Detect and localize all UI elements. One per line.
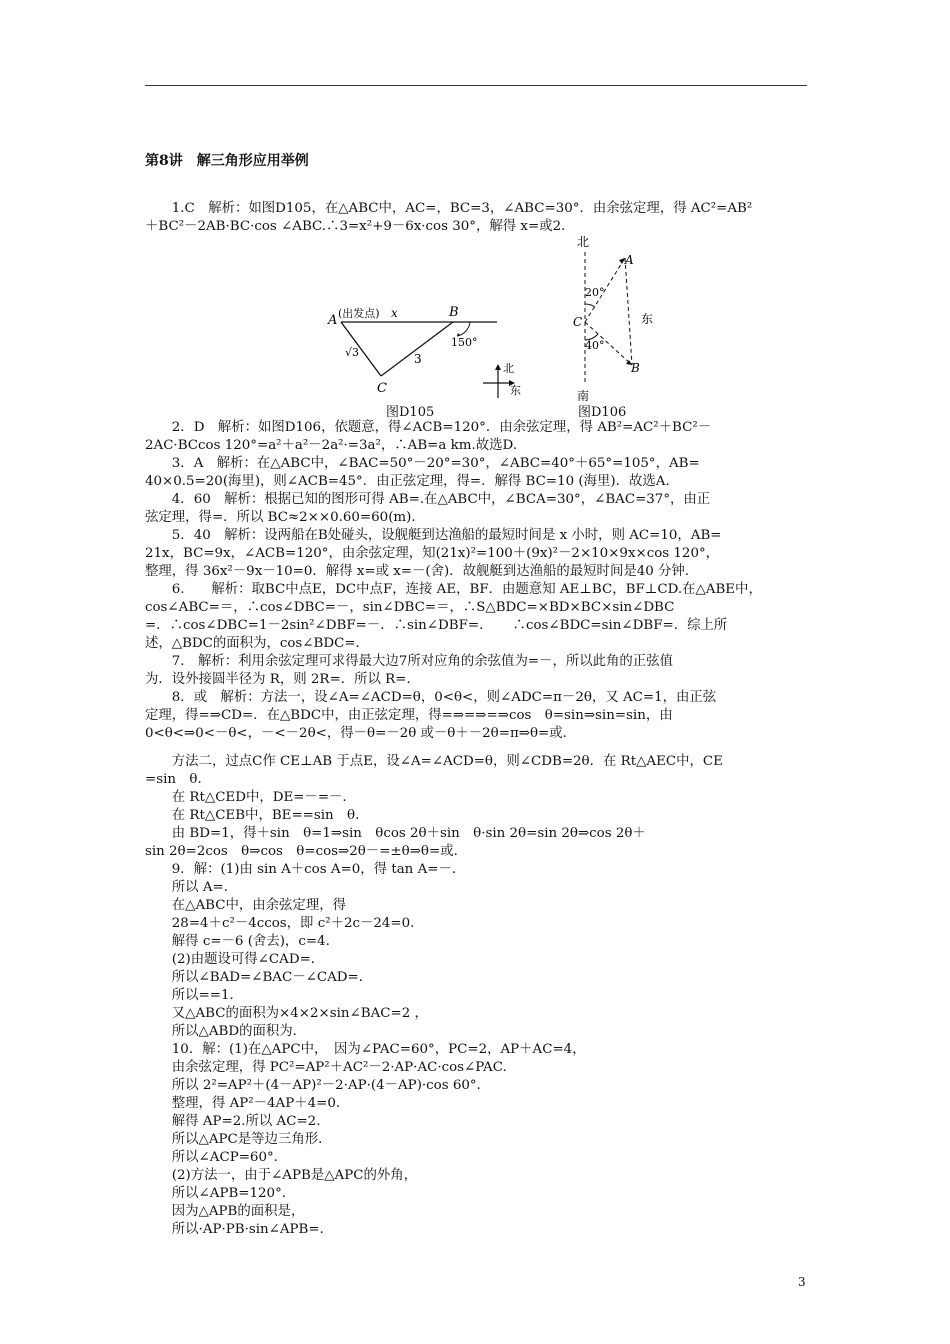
text-line: (2)由题设可得∠CAD=． [145,952,325,967]
fig105-label-c: C [377,381,387,396]
text-line: =．∴cos∠DBC=1－2sin²∠DBF=－．∴sin∠DBF=． ∴cos∠BDC=sin∠DBF=．综上所 [145,618,728,633]
header-rule [145,85,807,86]
fig105-label-x: x [391,306,398,320]
text-line: =sin θ． [145,772,211,787]
text-line: 由 BD=1，得＋sin θ=1⇒sin θcos 2θ＋sin θ·sin 2θ=sin 2θ⇒cos 2θ＋ [145,826,646,841]
text-line: 所以∠ACP=60°． [145,1150,288,1165]
text-line: 解得 c=－6 (舍去)，c=4. [145,934,330,949]
text-line: 21x，BC=9x，∠ACB=120°，由余弦定理，知(21x)²=100＋(9x)²－2×10×9x×cos 120°， [145,546,720,561]
text-line: 10．解：(1)在△APC中， 因为∠PAC=60°，PC=2，AP＋AC=4， [145,1042,586,1057]
fig106-south: 南 [577,389,590,403]
text-line: 所以∠APB=120°． [145,1186,296,1201]
caption-d105: 图D105 [386,405,435,420]
fig105-label-a: A [328,313,338,328]
text-line: 所以∠BAD=∠BAC－∠CAD=． [145,970,373,985]
text-line: (2)方法一，由于∠APB是△APC的外角， [145,1168,418,1183]
text-line: sin 2θ=2cos θ⇒cos θ=cos⇒2θ－=±θ⇒θ=或． [145,844,467,859]
fig106-label-b: B [631,361,640,375]
text-line: 8．或 解析：方法一，设∠A=∠ACD=θ，0<θ<，则∠ADC=π－2θ，又 AC=1，由正弦 [145,690,717,705]
text-line: 所以 A=． [145,880,238,895]
fig105-north: 北 [503,362,514,375]
fig105-label-3: 3 [414,352,422,366]
text-line: 又△ABC的面积为×4×2×sin∠BAC=2 ， [145,1006,428,1021]
text-line: 整理，得 36x²－9x－10=0．解得 x=或 x=－(舍)．故舰艇到达渔船的最短时间是40 分钟． [145,564,699,579]
fig106-north: 北 [577,235,590,249]
fig105-east: 东 [510,384,521,397]
figure-d105 [325,298,535,403]
page-number: 3 [798,1275,806,1289]
text-line: 3．A 解析：在△ABC中，∠BAC=50°－20°=30°，∠ABC=40°＋65°=105°，AB= [145,456,700,471]
fig106-angle-20: 20° [585,286,605,299]
text-line: 40×0.5=20(海里)，则∠ACB=45°．由正弦定理，得=．解得 BC=10 (海里)．故选A. [145,474,670,489]
text-line: 所以 2²=AP²＋(4－AP)²－2·AP·(4－AP)·cos 60°． [145,1078,490,1093]
solution-block-2 [145,419,811,743]
caption-d106: 图D106 [578,405,627,420]
text-line: 方法二，过点C作 CE⊥AB 于点E，设∠A=∠ACD=θ，则∠CDB=2θ．在 Rt△AEC中，CE [145,754,723,769]
text-line: 定理，得=⇒CD=．在△BDC中，由正弦定理，得=⇒=⇒=⇒cos θ=sin⇒sin=sin，由 [145,708,673,723]
fig105-angle-150: 150° [451,336,478,349]
text-line: 为．设外接圆半径为 R，则 2R=．所以 R=． [145,672,420,687]
text-line: 所以△ABD的面积为． [145,1024,307,1039]
text-line: 7. 解析：利用余弦定理可求得最大边7所对应角的余弦值为=－，所以此角的正弦值 [145,654,673,669]
text-line: 在 Rt△CED中，DE=－=－． [145,790,356,805]
text-line: 9．解：(1)由 sin A＋cos A=0，得 tan A=－． [145,862,466,877]
text-line: 4．60 解析：根据已知的图形可得 AB=.在△ABC中，∠BCA=30°，∠BAC=37°，由正 [145,492,711,507]
text-line: cos∠ABC=＝，∴cos∠DBC=－，sin∠DBC=＝，∴S△BDC=×BD×BC×sin∠DBC [145,600,675,615]
text-line: 解得 AP=2.所以 AC=2. [145,1114,321,1129]
fig105-start-label: (出发点) [338,307,380,320]
text-line: 6. 解析：取BC中点E，DC中点F，连接 AE，BF．由题意知 AE⊥BC，BF⊥CD.在△ABE中， [145,582,762,597]
text-line: 因为△APB的面积是， [145,1204,305,1219]
text-line: ＋BC²－2AB·BC·cos ∠ABC.∴3=x²+9－6x·cos 30°，解得 x=或2． [145,219,575,234]
text-line: 所以△APC是等边三角形． [145,1132,332,1147]
text-line: 5．40 解析：设两船在B处碰头，设舰艇到达渔船的最短时间是 x 小时，则 AC=10，AB= [145,528,722,543]
text-line: 0<θ<⇒0<－θ<，－<－2θ<，得－θ=－2θ 或－θ＋－2θ=π⇒θ=或． [145,726,577,741]
fig106-east: 东 [641,312,654,326]
section-title: 第8讲 解三角形应用举例 [145,153,309,169]
text-line: 在△ABC中，由余弦定理，得 [145,898,346,913]
fig105-label-root3: √3 [345,346,360,359]
fig106-label-a: A [625,253,634,267]
text-line: 在 Rt△CEB中，BE==sin θ． [145,808,369,823]
fig106-label-c: C [573,315,583,329]
text-line: 整理，得 AP²－4AP＋4=0. [145,1096,341,1111]
text-line: 1.C 解析：如图D105，在△ABC中，AC=，BC=3，∠ABC=30°．由余弦定理，得 AC²=AB² [145,201,753,216]
text-line: 2．D 解析：如图D106，依题意，得∠ACB=120°．由余弦定理，得 AB²=AC²＋BC²－ [145,420,712,435]
fig106-angle-40: 40° [585,339,605,352]
text-line: 28=4＋c²－4ccos，即 c²＋2c－24=0. [145,916,415,931]
fig105-label-b: B [449,305,459,320]
solution-block-3 [145,753,811,1239]
text-line: 述，△BDC的面积为，cos∠BDC=． [145,636,369,651]
text-line: 所以·AP·PB·sin∠APB=． [145,1222,333,1237]
text-line: 2AC·BCcos 120°=a²＋a²－2a²·=3a²，∴AB=a km.故选D. [145,438,518,453]
solution-block-1 [145,200,811,236]
text-line: 所以==1． [145,988,243,1003]
text-line: 由余弦定理，得 PC²=AP²＋AC²－2·AP·AC·cos∠PAC. [145,1060,507,1075]
text-line: 弦定理，得=．所以 BC≈2××0.60=60(m)． [145,510,425,525]
figure-d106 [565,230,685,405]
